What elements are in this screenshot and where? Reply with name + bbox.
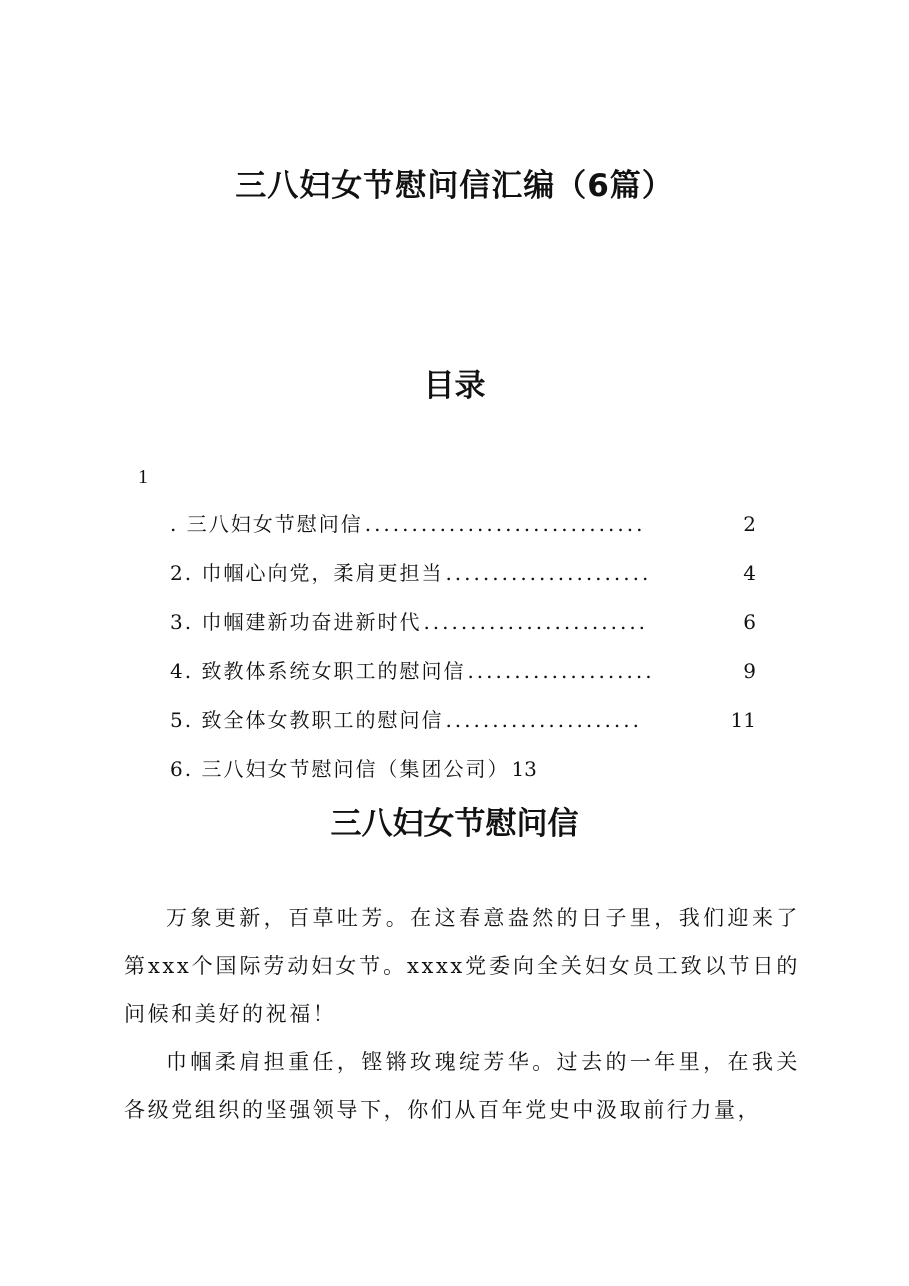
toc-entry-leader: ..................... (445, 708, 642, 732)
toc-entry-label: 4. 致教体系统女职工的慰问信 (170, 659, 466, 683)
toc-entry-page: 11 (730, 708, 756, 732)
toc-entry-label: 3. 巾帼建新功奋进新时代 (170, 610, 422, 634)
body-paragraph: 万象更新，百草吐芳。在这春意盎然的日子里，我们迎来了第xxx个国际劳动妇女节。xxxx党委向全关妇女员工致以节日的问候和美好的祝福！ (124, 906, 800, 1026)
toc-entry-page: 13 (511, 757, 537, 781)
toc-entry[interactable] (170, 655, 756, 704)
toc-entry-label: 5. 致全体女教职工的慰问信 (170, 708, 444, 732)
toc-entry-page: 2 (743, 512, 756, 536)
toc-entry[interactable] (170, 557, 756, 606)
toc-top-number: 1 (138, 466, 148, 488)
letter-body (124, 894, 800, 1134)
toc-entry-leader: ........................ (423, 610, 649, 634)
toc-entry-label: 6. 三八妇女节慰问信（集团公司） (170, 757, 510, 781)
table-of-contents (170, 508, 756, 802)
toc-entry[interactable] (170, 753, 756, 802)
toc-entry-page: 4 (743, 561, 756, 585)
toc-heading: 目录 (423, 368, 486, 404)
section-title: 三八妇女节慰问信 (330, 806, 579, 842)
toc-entry-page: 9 (743, 659, 756, 683)
toc-entry[interactable] (170, 704, 756, 753)
toc-entry-leader: .............................. (364, 512, 646, 536)
toc-entry-label: . 三八妇女节慰问信 (170, 512, 363, 536)
body-paragraph: 巾帼柔肩担重任，铿锵玫瑰绽芳华。过去的一年里，在我关各级党组织的坚强领导下，你们从百年党史中汲取前行力量， (124, 1050, 800, 1122)
toc-entry-leader: .................... (467, 659, 655, 683)
toc-entry-leader: ...................... (445, 561, 652, 585)
toc-entry-page: 6 (743, 610, 756, 634)
toc-entry[interactable] (170, 606, 756, 655)
toc-entry[interactable] (170, 508, 756, 557)
document-title: 三八妇女节慰问信汇编（6篇） (235, 168, 674, 204)
toc-entry-label: 2. 巾帼心向党，柔肩更担当 (170, 561, 444, 585)
